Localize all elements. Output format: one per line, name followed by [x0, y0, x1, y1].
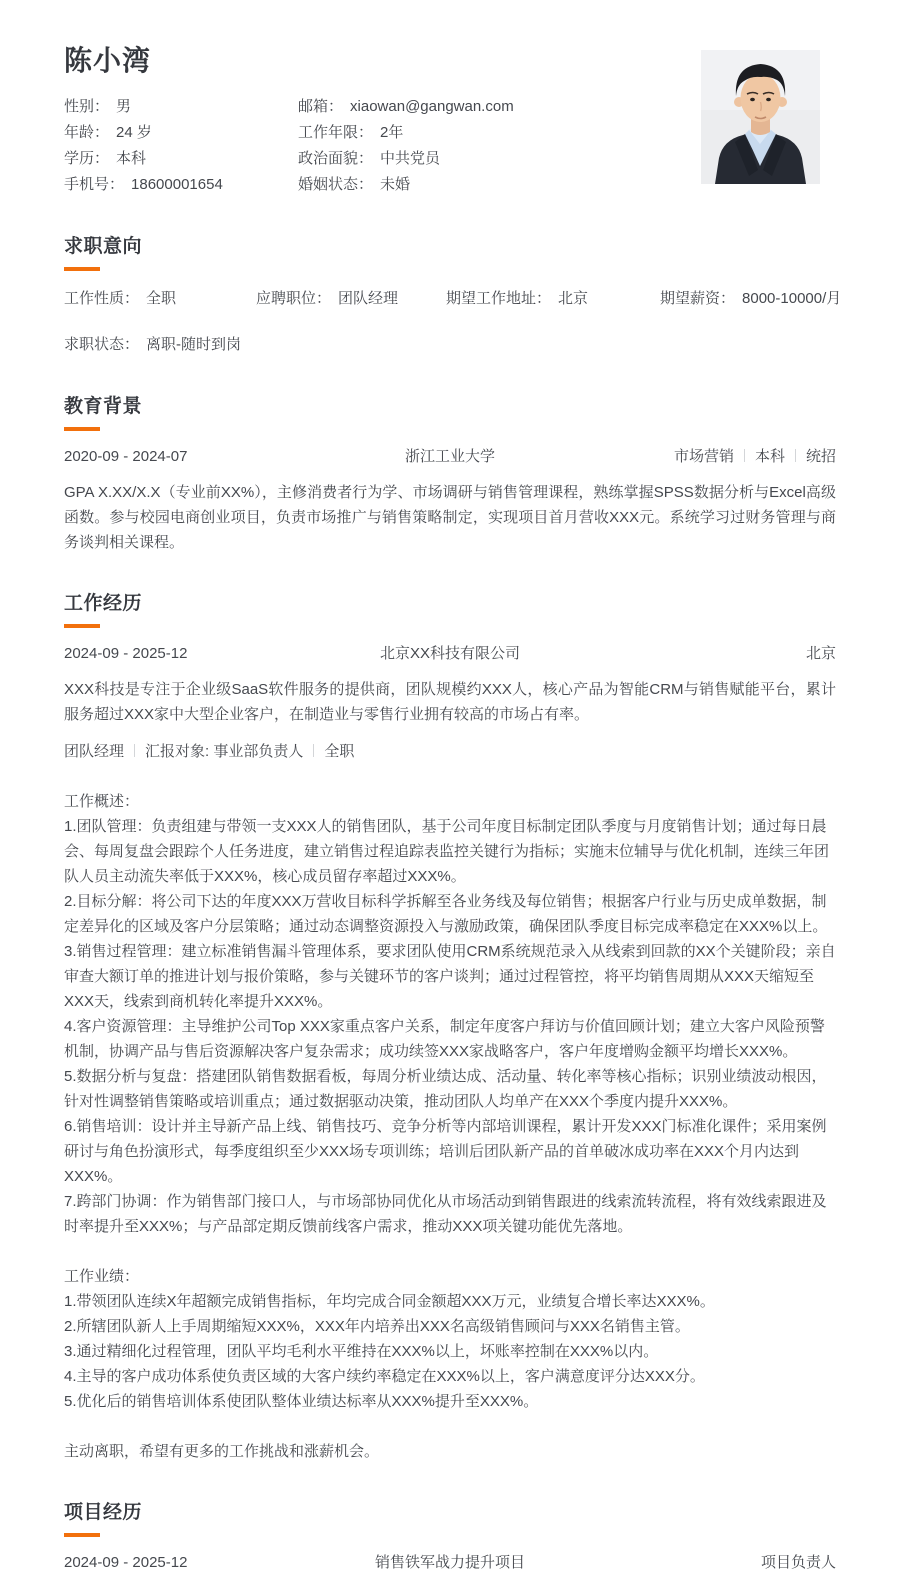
intent-location: [446, 286, 660, 312]
work-body: [64, 643, 836, 1464]
work-overview-item: 4.客户资源管理：主导维护公司Top XXX家重点客户关系，制定年度客户拜访与价值回顾计划；建立大客户风险预警机制，协调产品与售后资源解决客户复杂需求；成功续签XXX家战略客户，客户年度增购金额平均增长XXX%。: [64, 1018, 825, 1060]
info-experience-years: [298, 120, 664, 146]
info-experience-years-value: 2年: [380, 124, 404, 141]
section-job-intention: [64, 234, 842, 358]
intent-job-nature-value: 全职: [146, 290, 177, 307]
job-intention-row-2: [64, 332, 836, 358]
info-political-status-label: 政治面貌 ：: [298, 150, 373, 167]
section-head-work: [64, 591, 836, 628]
section-title-project: 项目经历: [64, 1502, 143, 1523]
section-accent-bar: [64, 1533, 100, 1537]
info-political-status: [298, 146, 664, 172]
work-report-to: 汇报对象: 事业部负责人: [145, 743, 304, 760]
section-title-education: 教育背景: [64, 396, 143, 417]
info-marital-status-value: 未婚: [380, 176, 411, 193]
project-period: 2024-09 - 2025-12: [64, 1554, 188, 1571]
education-degree: 本科: [754, 448, 785, 465]
intent-location-value: 北京: [558, 290, 589, 307]
intent-position-label: 应聘职位 ：: [256, 290, 331, 307]
project-body: [64, 1552, 836, 1573]
info-phone-label: 手机号 ：: [64, 176, 124, 193]
info-gender-value: 男: [116, 98, 132, 115]
info-age-label: 年龄 ：: [64, 124, 109, 141]
project-role: 项目负责人: [760, 1554, 836, 1571]
work-achievement-item: 4.主导的客户成功体系使负责区域的大客户续约率稳定在XXX%以上，客户满意度评分达XXX分。: [64, 1368, 705, 1385]
divider: [313, 744, 314, 757]
info-experience-years-label: 工作年限 ：: [298, 124, 373, 141]
work-overview-item: 5.数据分析与复盘：搭建团队销售数据看板，每周分析业绩达成、活动量、转化率等核心指标；识别业绩波动根因，针对性调整销售策略或培训重点；通过数据驱动决策，推动团队人均单产在XXX个季度内提升XXX%。: [64, 1068, 827, 1110]
section-title-work: 工作经历: [64, 593, 143, 614]
section-work-experience: [64, 591, 836, 1464]
info-education-value: 本科: [116, 150, 147, 167]
work-overview-item: 3.销售过程管理：建立标准销售漏斗管理体系，要求团队使用CRM系统规范录入从线索到回款的XX个关键阶段；亲自审查大额订单的推进计划与报价策略，参与关键环节的客户谈判；通过过程管控，将平均销售周期从XXX天缩短至XXX天，线索到商机转化率提升XXX%。: [64, 943, 836, 1010]
candidate-name: 陈小湾: [64, 45, 152, 76]
intent-salary-label: 期望薪资 ：: [660, 290, 735, 307]
education-enrollment: 统招: [805, 448, 836, 465]
work-achievement-item: 2.所辖团队新人上手周期缩短XXX%，XXX年内培养出XXX名高级销售顾问与XXX名销售主管。: [64, 1318, 690, 1335]
education-major: 市场营销: [673, 448, 734, 465]
section-accent-bar: [64, 624, 100, 628]
intent-salary: [660, 286, 841, 312]
profile-photo-illustration: [701, 50, 820, 184]
section-project-experience: [64, 1500, 836, 1573]
profile-photo: [701, 50, 820, 184]
info-political-status-value: 中共党员: [380, 150, 441, 167]
work-position: 团队经理: [64, 743, 125, 760]
work-leave-reason: 主动离职，希望有更多的工作挑战和涨薪机会。: [64, 1443, 380, 1460]
intent-salary-value: 8000-10000/月: [742, 290, 842, 307]
section-education: [64, 394, 836, 555]
education-school: 浙江工业大学: [404, 448, 495, 465]
work-achievement-item: 5.优化后的销售培训体系使团队整体业绩达标率从XXX%提升至XXX%。: [64, 1393, 539, 1410]
work-location: 北京: [805, 645, 836, 662]
work-overview-block: [64, 789, 836, 1239]
project-meta-row: [64, 1552, 836, 1573]
work-company: 北京XX科技有限公司: [379, 645, 520, 662]
work-achievements-heading: 工作业绩：: [64, 1268, 140, 1285]
info-phone: [64, 172, 298, 198]
education-period: 2020-09 - 2024-07: [64, 448, 188, 465]
intent-status-value: 离职-随时到岗: [146, 336, 242, 353]
intent-location-label: 期望工作地址 ：: [446, 290, 551, 307]
intent-status-label: 求职状态 ：: [64, 336, 139, 353]
work-meta-row: [64, 643, 836, 664]
project-name: 销售铁军战力提升项目: [374, 1554, 525, 1571]
resume-header: [64, 44, 836, 198]
info-marital-status-label: 婚姻状态 ：: [298, 176, 373, 193]
work-overview-item: 6.销售培训：设计并主导新产品上线、销售技巧、竞争分析等内部培训课程，累计开发XXX门标准化课件；采用案例研讨与角色扮演形式，每季度组织至少XXX场专项训练；培训后团队新产品的首单破冰成功率在XXX个月内达到XXX%。: [64, 1118, 827, 1185]
section-accent-bar: [64, 427, 100, 431]
divider: [795, 449, 796, 462]
info-marital-status: [298, 172, 664, 198]
section-title-job-intention: 求职意向: [64, 236, 143, 257]
work-overview-item: 2.目标分解：将公司下达的年度XXX万营收目标科学拆解至各业务线及每位销售；根据客户行业与历史成单数据，制定差异化的区域及客户分层策略；通过动态调整资源投入与激励政策，确保团队季度目标完成率稳定在XXX%以上。: [64, 893, 828, 935]
education-body: [64, 446, 836, 555]
section-head-education: [64, 394, 836, 431]
education-meta-row: [64, 446, 836, 467]
personal-info: [64, 94, 664, 198]
work-achievement-item: 1.带领团队连续X年超额完成销售指标，年均完成合同金额超XXX万元，业绩复合增长率达XXX%。: [64, 1293, 715, 1310]
work-achievement-item: 3.通过精细化过程管理，团队平均毛利水平维持在XXX%以上，坏账率控制在XXX%以内。: [64, 1343, 659, 1360]
section-accent-bar: [64, 267, 100, 271]
info-email-value: xiaowan@gangwan.com: [350, 98, 514, 115]
divider: [134, 744, 135, 757]
intent-job-nature-label: 工作性质 ：: [64, 290, 139, 307]
work-overview-item: 7.跨部门协调：作为销售部门接口人，与市场部协同优化从市场活动到销售跟进的线索流转流程，将有效线索跟进及时率提升至XXX%；与产品部定期反馈前线客户需求，推动XXX项关键功能优先落地。: [64, 1193, 827, 1235]
section-head-job-intention: [64, 234, 836, 271]
intent-position-value: 团队经理: [338, 290, 399, 307]
work-job-type: 全职: [324, 743, 355, 760]
work-overview-item: 1.团队管理：负责组建与带领一支XXX人的销售团队，基于公司年度目标制定团队季度与月度销售计划；通过每日晨会、每周复盘会跟踪个人任务进度，建立销售过程追踪表监控关键行为指标；实施末位辅导与优化机制，连续三年团队人员主动流失率低于XXX%，核心成员留存率超过XXX%。: [64, 818, 830, 885]
work-company-intro: XXX科技是专注于企业级SaaS软件服务的提供商，团队规模约XXX人，核心产品为智能CRM与销售赋能平台，累计服务超过XXX家中大型企业客户，在制造业与零售行业拥有较高的市场占有率。: [64, 681, 836, 723]
job-intention-body: [64, 286, 842, 358]
info-gender-label: 性别 ：: [64, 98, 109, 115]
info-gender: [64, 94, 298, 120]
work-position-line: [64, 739, 836, 764]
work-overview-heading: 工作概述：: [64, 793, 140, 810]
work-achievements-block: [64, 1264, 836, 1414]
info-education: [64, 146, 298, 172]
info-email: [298, 94, 664, 120]
info-email-label: 邮箱 ：: [298, 98, 343, 115]
info-phone-value: 18600001654: [131, 176, 223, 193]
info-age-value: 24 岁: [116, 124, 152, 141]
divider: [744, 449, 745, 462]
education-meta: [616, 446, 836, 467]
education-description: GPA X.XX/X.X（专业前XX%），主修消费者行为学、市场调研与销售管理课程，熟练掌握SPSS数据分析与Excel高级函数。参与校园电商创业项目，负责市场推广与销售策略制定，实现项目首月营收XXX元。系统学习过财务管理与商务谈判相关课程。: [64, 484, 836, 551]
job-intention-row-1: [64, 286, 842, 312]
info-education-label: 学历 ：: [64, 150, 109, 167]
section-head-project: [64, 1500, 836, 1537]
work-period: 2024-09 - 2025-12: [64, 645, 188, 662]
intent-position: [256, 286, 446, 312]
info-age: [64, 120, 298, 146]
intent-job-nature: [64, 286, 256, 312]
intent-status: [64, 332, 256, 358]
